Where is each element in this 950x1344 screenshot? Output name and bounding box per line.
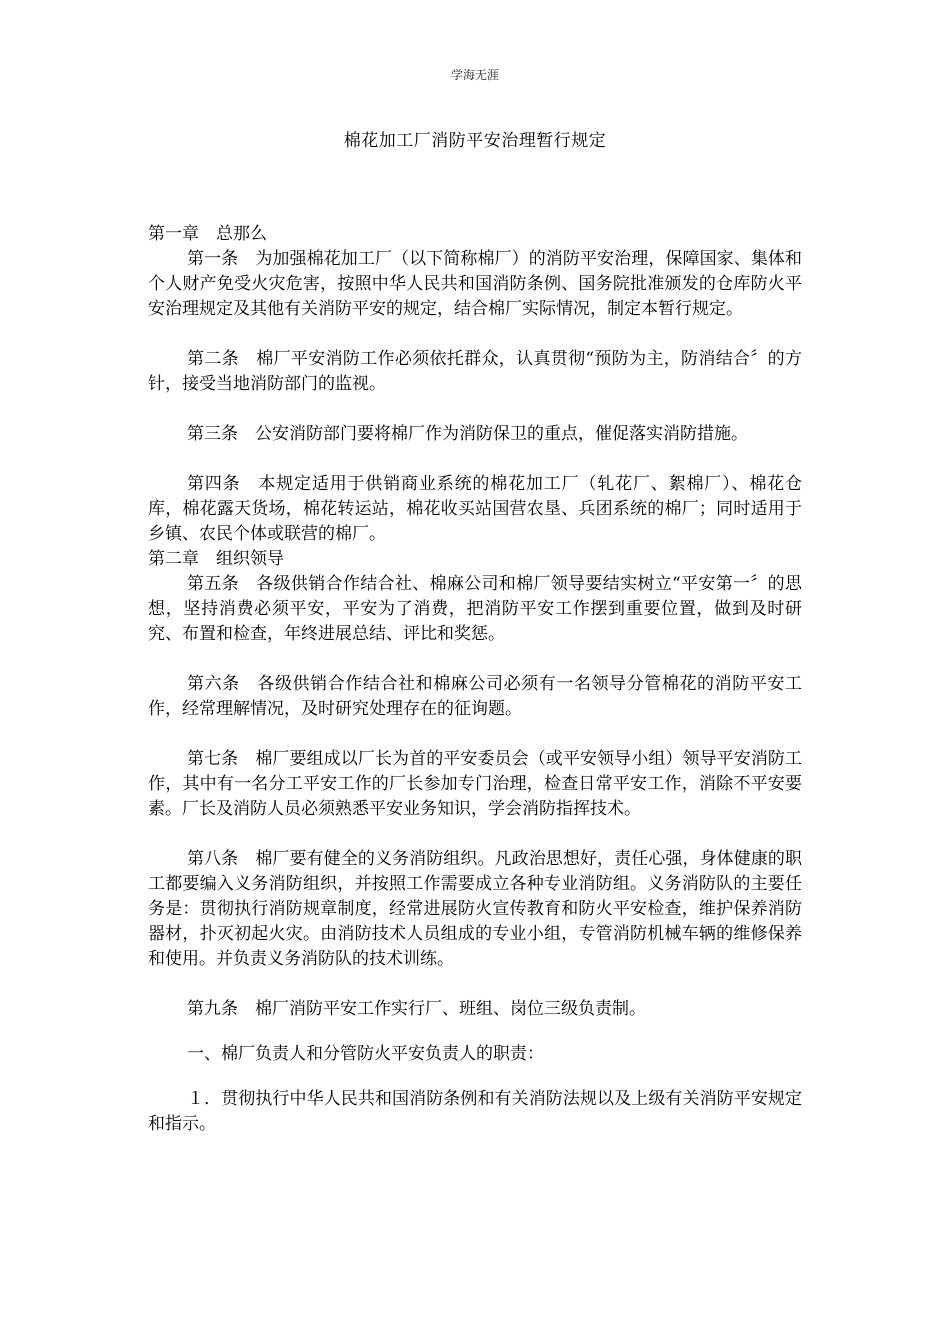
article-4: 第四条 本规定适用于供销商业系统的棉花加工厂（轧花厂、絮棉厂）、棉花仓库，棉花露天货场，棉花转运站，棉花收买站国营农垦、兵团系统的棉厂；同时适用于乡镇、农民个体或联营的棉厂。 <box>148 474 802 544</box>
article-2: 第二条 棉厂平安消防工作必须依托群众，认真贯彻“预防为主，防消结合〞的方针，接受当地消防部门的监视。 <box>148 349 802 394</box>
article-6: 第六条 各级供销合作结合社和棉麻公司必须有一名领导分管棉花的消防平安工作，经常理解情况，及时研究处理存在的征询题。 <box>148 674 802 719</box>
chapter-heading-2: 第二章 组织领导 <box>148 549 284 569</box>
article-3: 第三条 公安消防部门要将棉厂作为消防保卫的重点，催促落实消防措施。 <box>187 424 748 444</box>
article-7: 第七条 棉厂要组成以厂长为首的平安委员会（或平安领导小组）领导平安消防工作，其中有一名分工平安工作的厂长参加专门治理，检查日常平安工作，消除不平安要素。厂长及消防人员必须熟悉平安业务知识，学会消防指挥技术。 <box>148 749 802 819</box>
article-1: 第一条 为加强棉花加工厂（以下简称棉厂）的消防平安治理，保障国家、集体和个人财产免受火灾危害，按照中华人民共和国消防条例、国务院批准颁发的仓库防火平安治理规定及其他有关消防平安的规定，结合棉厂实际情况，制定本暂行规定。 <box>148 249 802 319</box>
chapter-heading-1: 第一章 总那么 <box>148 224 267 244</box>
document-body <box>148 222 802 1137</box>
clause-1: 一、棉厂负责人和分管防火平安负责人的职责： <box>187 1044 544 1064</box>
article-5: 第五条 各级供销合作结合社、棉麻公司和棉厂领导要结实树立“平安第一〞的思想，坚持消费必须平安，平安为了消费，把消防平安工作摆到重要位置，做到及时研究、布置和检查，年终进展总结、评比和奖惩。 <box>148 574 802 644</box>
page-header: 学海无涯 <box>450 68 499 82</box>
clause-1-item-1: １．贯彻执行中华人民共和国消防条例和有关消防法规以及上级有关消防平安规定和指示。 <box>148 1089 802 1134</box>
document-title: 棉花加工厂消防平安治理暂行规定 <box>343 131 607 151</box>
article-8: 第八条 棉厂要有健全的义务消防组织。凡政治思想好，责任心强，身体健康的职工都要编入义务消防组织，并按照工作需要成立各种专业消防组。义务消防队的主要任务是：贯彻执行消防规章制度，经常进展防火宣传教育和防火平安检查，维护保养消防器材，扑灭初起火灾。由消防技术人员组成的专业小组，专管消防机械车辆的维修保养和使用。并负责义务消防队的技术训练。 <box>148 849 802 969</box>
article-9: 第九条 棉厂消防平安工作实行厂、班组、岗位三级负责制。 <box>187 999 646 1019</box>
